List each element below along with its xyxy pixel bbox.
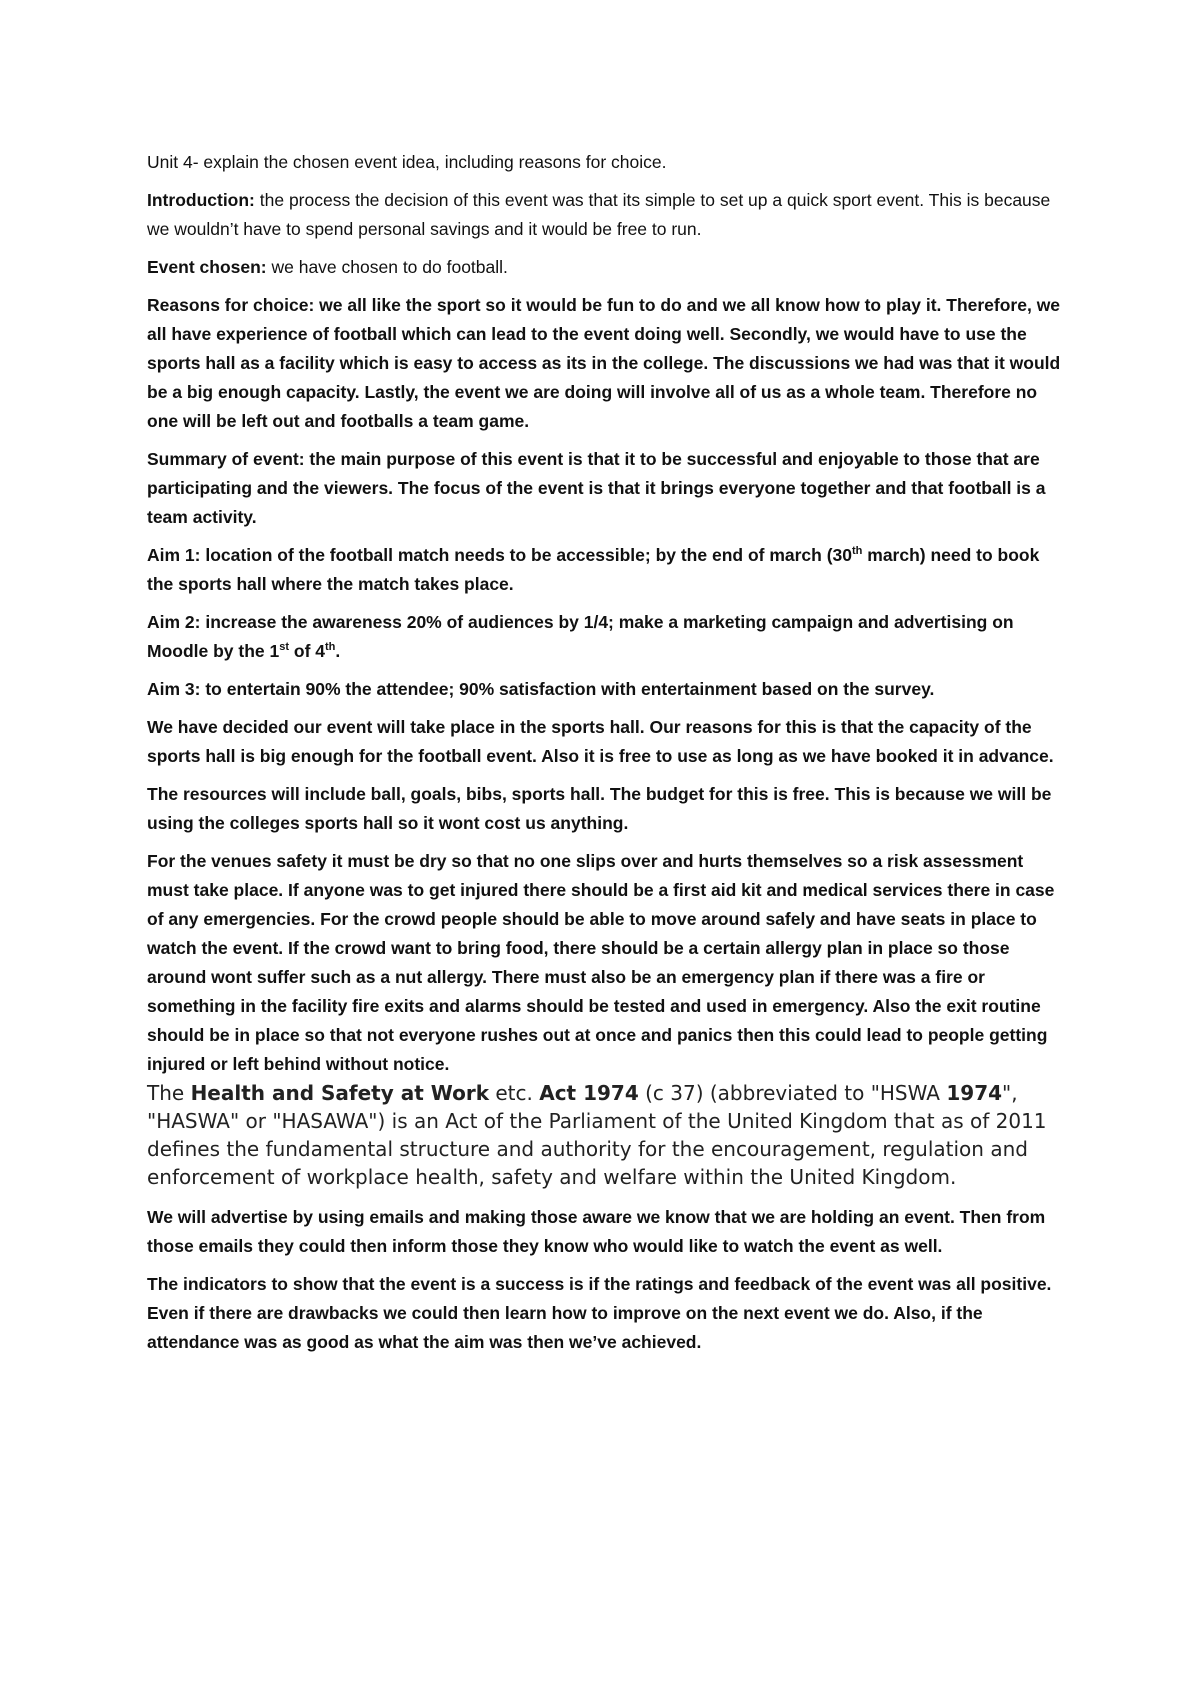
resources-paragraph: The resources will include ball, goals, bibs, sports hall. The budget for this is free. This is because we will be using the colleges sports hall so it wont cost us anything. <box>147 784 1052 833</box>
aim-2-text-start: Aim 2: increase the awareness 20% of audiences by 1/4; make a marketing campaign and advertising on Moodle by the 1 <box>147 612 1014 661</box>
aim-3-paragraph: Aim 3: to entertain 90% the attendee; 90% satisfaction with entertainment based on the survey. <box>147 679 935 699</box>
hswa-text-2: etc. <box>489 1081 540 1105</box>
hswa-bold-3: 1974 <box>946 1081 1003 1105</box>
aim-1-text-start: Aim 1: location of the football match needs to be accessible; by the end of march (30 <box>147 545 852 565</box>
venue-paragraph: We have decided our event will take place in the sports hall. Our reasons for this is that the capacity of the sports hall is big enough for the football event. Also it is free to use as long as we have booked it in advance. <box>147 717 1054 766</box>
advertise-paragraph: We will advertise by using emails and making those aware we know that we are holding an event. Then from those emails they could then inform those they know who would like to watch the event as well. <box>147 1207 1046 1256</box>
event-chosen-label: Event chosen: <box>147 257 267 277</box>
reasons-paragraph: Reasons for choice: we all like the sport so it would be fun to do and we all know how to play it. Therefore, we all have experience of football which can lead to the event doing well. Secondly, we would have to use the sports hall as a facility which is easy to access as its in the college. The discussions we had was that it would be a big enough capacity. Lastly, the event we are doing will involve all of us as a whole team. Therefore no one will be left out and footballs a team game. <box>147 295 1061 431</box>
document-body <box>147 148 1067 1366</box>
indicators-paragraph: The indicators to show that the event is a success is if the ratings and feedback of the event was all positive. Even if there are drawbacks we could then learn how to improve on the next event we do. Also, if the attendance was as good as what the aim was then we’ve achieved. <box>147 1274 1052 1352</box>
aim-2-paragraph <box>147 608 1067 666</box>
aim-1-paragraph <box>147 541 1067 599</box>
hswa-paragraph <box>147 1079 1067 1191</box>
aim-2-text-end: . <box>335 641 341 661</box>
event-chosen-text: we have chosen to do football. <box>266 257 508 277</box>
hswa-text-1: The <box>147 1081 191 1105</box>
title-line: Unit 4- explain the chosen event idea, including reasons for choice. <box>147 152 667 172</box>
introduction-text: the process the decision of this event was that its simple to set up a quick sport event. This is because we wouldn’t have to spend personal savings and it would be free to run. <box>147 190 1051 239</box>
aim-2-text-middle: of 4 <box>289 641 325 661</box>
hswa-bold-2: Act 1974 <box>539 1081 639 1105</box>
hswa-bold-1: Health and Safety at Work <box>190 1081 489 1105</box>
hswa-text-3: (c 37) (abbreviated to "HSWA <box>638 1081 947 1105</box>
summary-paragraph: Summary of event: the main purpose of this event is that it to be successful and enjoyable to those that are participating and the viewers. The focus of the event is that it brings everyone together and that football is a team activity. <box>147 449 1046 527</box>
introduction-label: Introduction: <box>147 190 255 210</box>
aim-1-superscript: th <box>852 545 863 558</box>
aim-2-superscript-1: st <box>279 641 290 654</box>
introduction-paragraph <box>147 186 1067 244</box>
safety-paragraph: For the venues safety it must be dry so that no one slips over and hurts themselves so a risk assessment must take place. If anyone was to get injured there should be a first aid kit and medical services there in case of any emergencies. For the crowd people should be able to move around safely and have seats in place to watch the event. If the crowd want to bring food, there should be a certain allergy plan in place so those around wont suffer such as a nut allergy. There must also be an emergency plan if there was a fire or something in the facility fire exits and alarms should be tested and used in emergency. Also the exit routine should be in place so that not everyone rushes out at once and panics then this could lead to people getting injured or left behind without notice. <box>147 851 1055 1074</box>
hswa-text-4: ", "HASWA" or "HASAWA") is an Act of the Parliament of the United Kingdom that as of 2011 defines the fundamental structure and authority for the encouragement, regulation and enforcement of workplace health, safety and welfare within the United Kingdom. <box>147 1081 1047 1189</box>
aim-2-superscript-2: th <box>325 641 336 654</box>
event-chosen-paragraph <box>147 253 1067 282</box>
aim-1-text-end: march) need to book the sports hall where the match takes place. <box>147 545 1040 594</box>
